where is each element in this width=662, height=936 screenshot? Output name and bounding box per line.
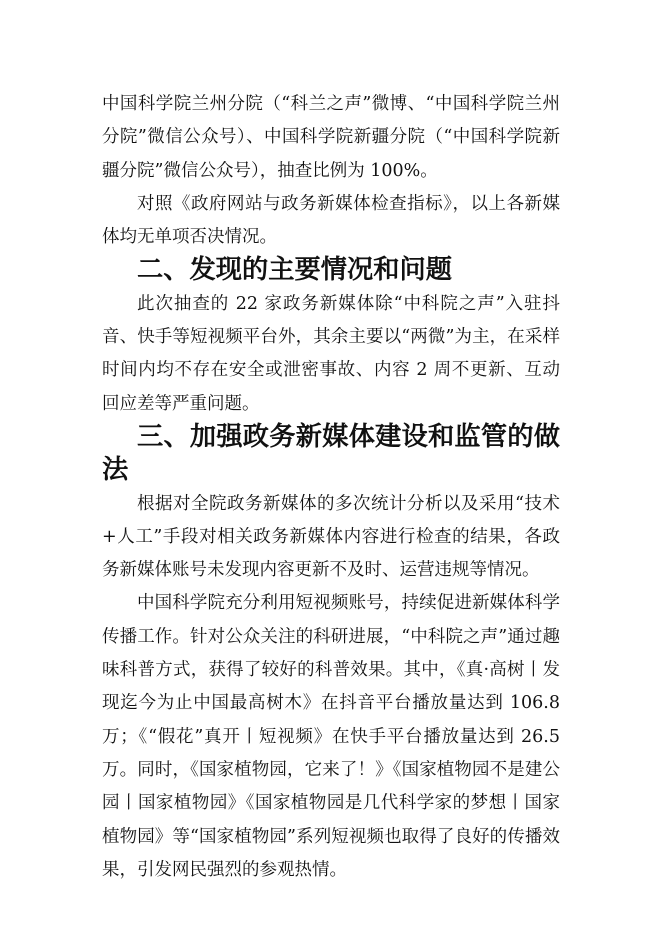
section-heading-findings: 二、发现的主要情况和问题 (137, 255, 452, 286)
paragraph-sampled-accounts: 中国科学院兰州分院（“科兰之声”微博、“中国科学院兰州分院”微信公众号）、中国科学院新疆分院（“中国科学院新疆分院”微信公众号），抽查比例为 100%。 (102, 94, 560, 181)
document-page (102, 88, 560, 887)
section-heading-measures: 三、加强政务新媒体建设和监管的做法 (102, 421, 560, 486)
paragraph-inspection-results: 根据对全院政务新媒体的多次统计分析以及采用“技术+人工”手段对相关政务新媒体内容进行检查的结果，各政务新媒体账号未发现内容更新不及时、运营违规等情况。 (102, 493, 560, 581)
paragraph-findings: 此次抽查的 22 家政务新媒体除“中科院之声”入驻抖音、快手等短视频平台外，其余主要以“两微”为主，在采样时间内均不存在安全或泄密事故、内容 2 周不更新、互动回应差等严重问题。 (102, 293, 560, 414)
paragraph-short-video: 中国科学院充分利用短视频账号，持续促进新媒体科学传播工作。针对公众关注的科研进展，“中科院之声”通过趣味科普方式，获得了较好的科普效果。其中，《真·高树丨发现迄今为止中国最高树木》在抖音平台播放量达到 106.8 万；《“假花”真开丨短视频》在快手平台播放量达到 26.5 万。同时，《国家植物园，它来了！》《国家植物园不是建公园丨国家植物园》《国家植物园是几代科学家的梦想丨国家植物园》等“国家植物园”系列短视频也取得了良好的传播效果，引发网民强烈的参观热情。 (102, 593, 560, 880)
paragraph-no-veto-items: 对照《政府网站与政务新媒体检查指标》，以上各新媒体均无单项否决情况。 (102, 193, 560, 248)
